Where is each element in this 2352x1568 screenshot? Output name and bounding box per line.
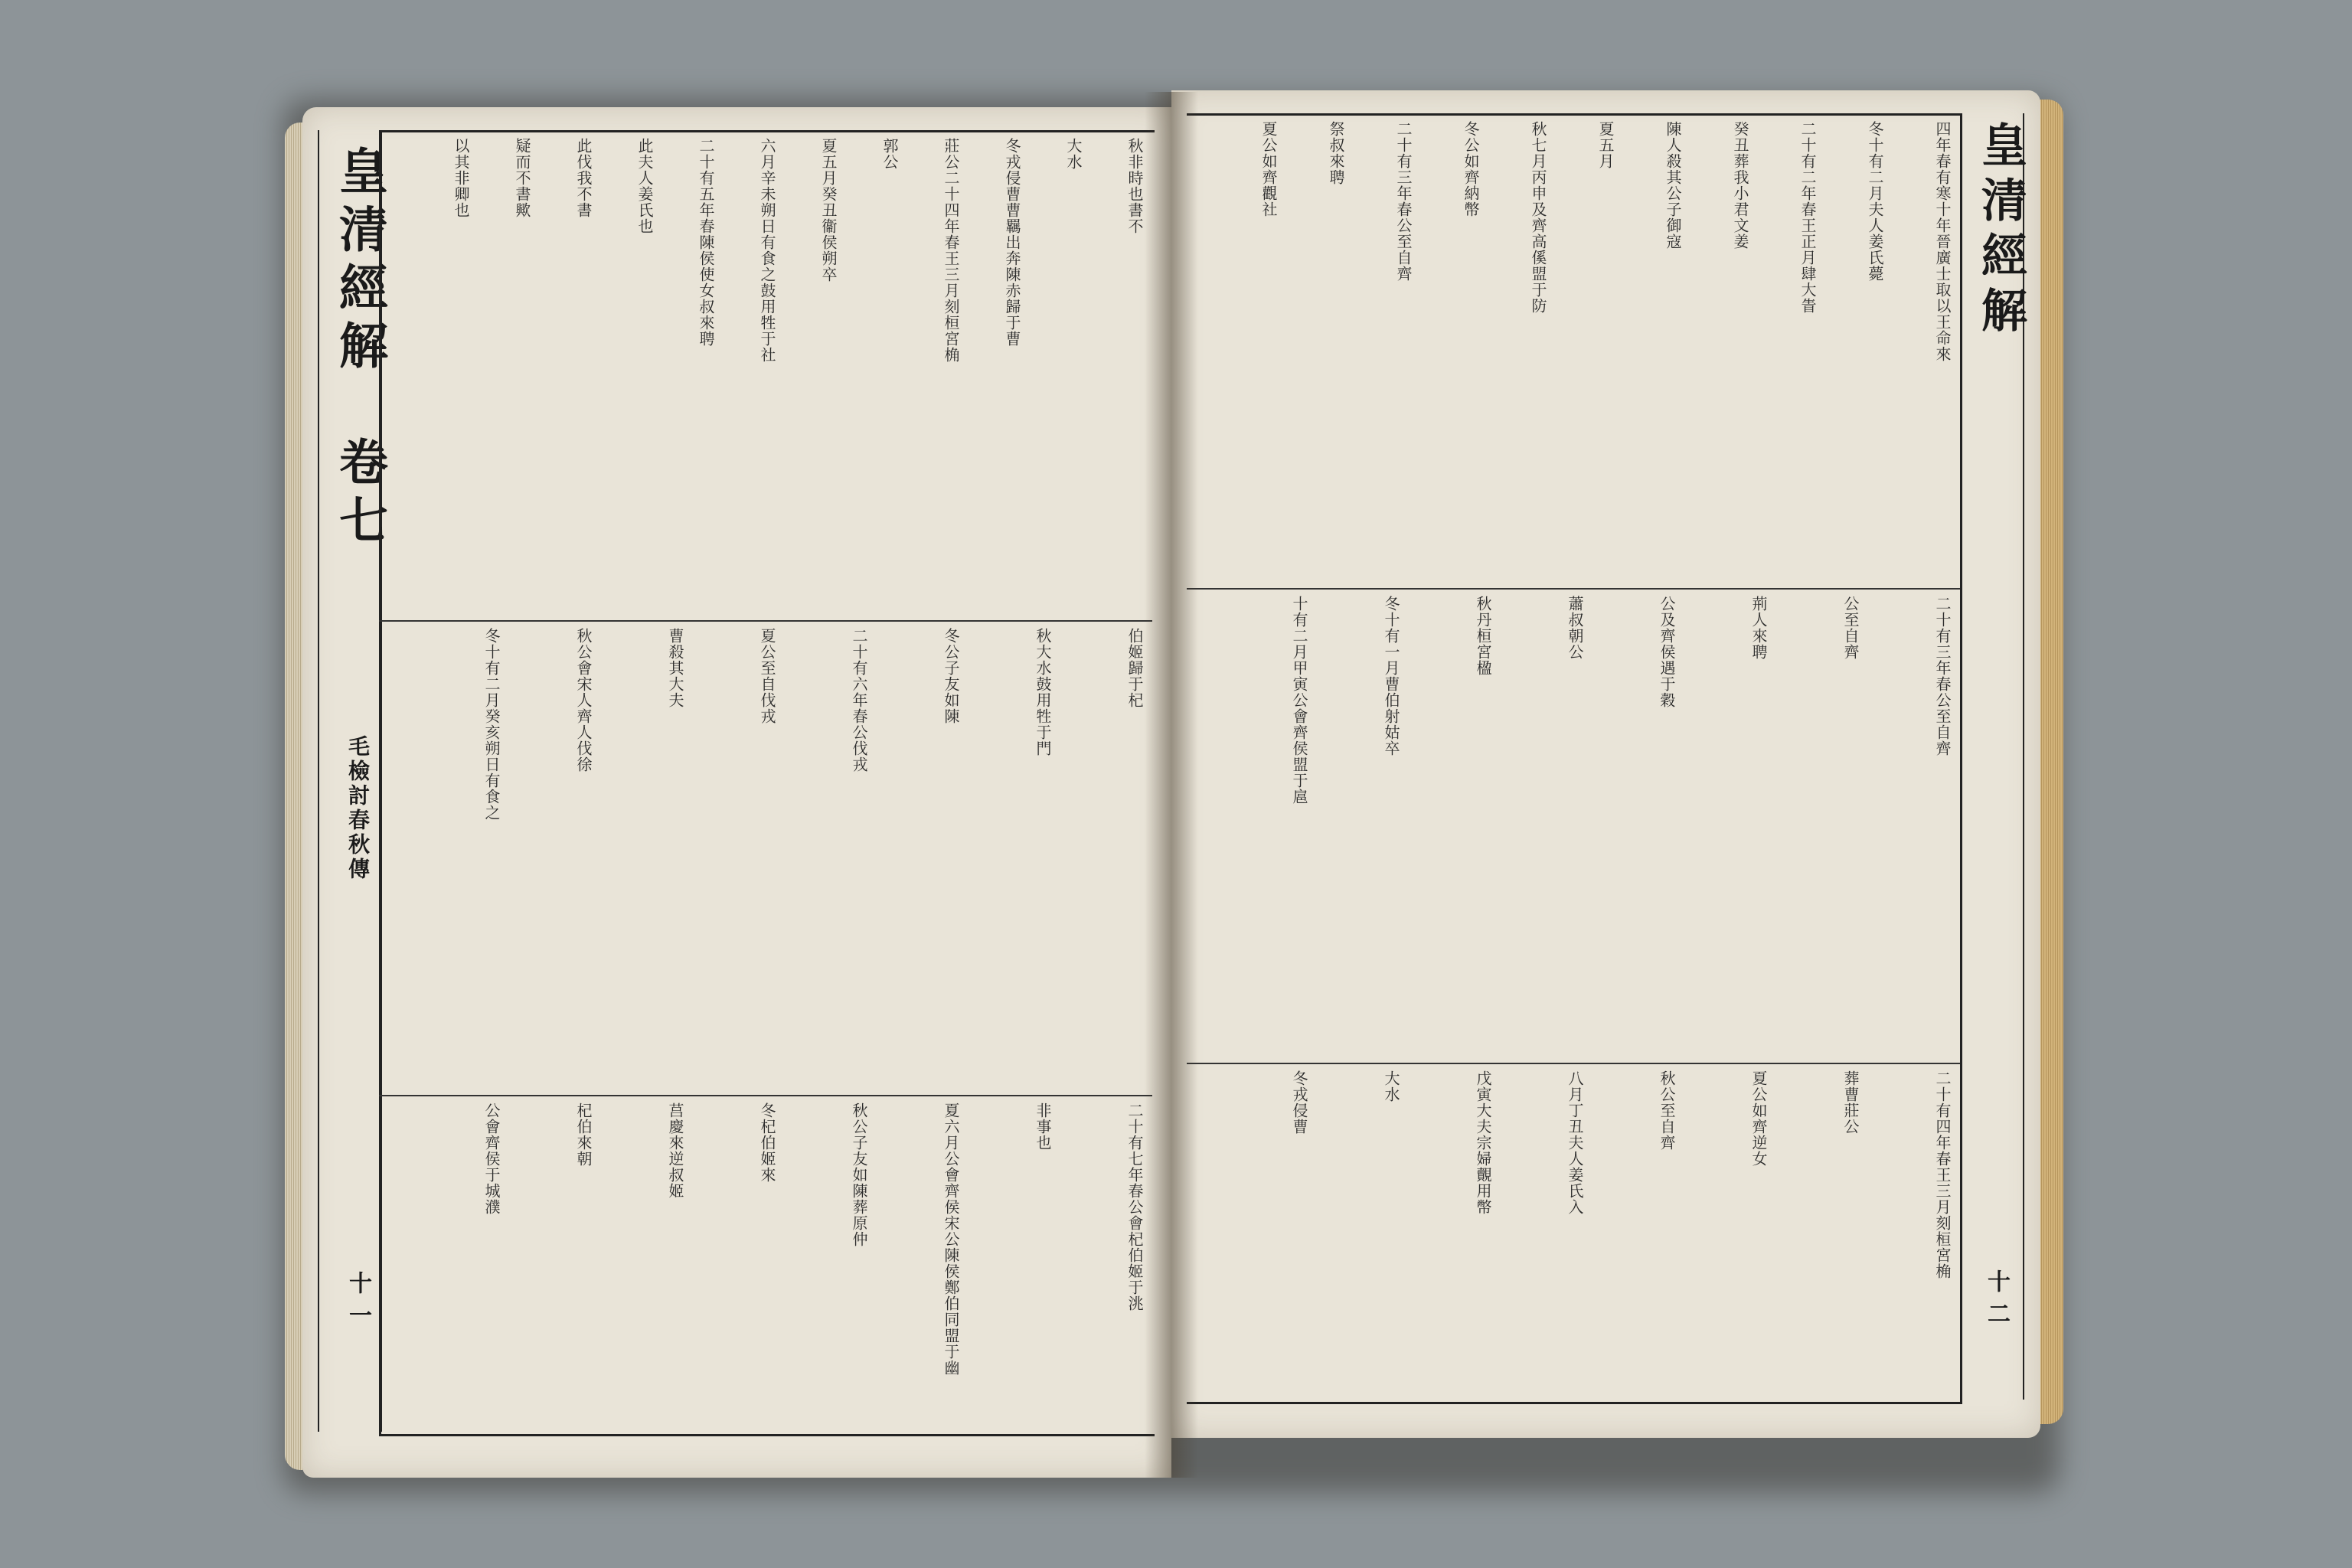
text-column: 蕭叔朝公 (1566, 596, 1584, 660)
text-column: 秋公會宋人齊人伐徐 (574, 628, 593, 773)
text-column: 陳人殺其公子御寇 (1664, 121, 1682, 250)
text-column: 二十有五年春陳侯使女叔來聘 (697, 138, 715, 347)
left-top-register (387, 138, 1145, 612)
text-column: 四年春有寒十年晉廣士取以王命來 (1933, 121, 1952, 362)
right-page-number: 十二 (1983, 1269, 2010, 1334)
text-column: 冬杞伯姬來 (758, 1102, 776, 1183)
text-column: 秋非時也書不 (1125, 138, 1144, 234)
right-page (1171, 90, 2040, 1438)
text-column: 以其非卿也 (452, 138, 470, 218)
text-column: 莊公二十四年春王三月刻桓宮桷 (942, 138, 960, 363)
left-register-divider-2 (379, 1095, 1152, 1096)
text-column: 夏公如齊逆女 (1749, 1070, 1768, 1167)
text-column: 夏公至自伐戎 (758, 628, 776, 724)
text-column: 夏五月 (1596, 121, 1615, 169)
text-column: 曹殺其大夫 (666, 628, 684, 708)
text-column: 二十有三年春公至自齊 (1394, 121, 1413, 282)
text-column: 冬十有二月夫人姜氏薨 (1866, 121, 1884, 282)
text-column: 冬戎侵曹曹羈出奔陳赤歸于曹 (1003, 138, 1021, 347)
text-column: 秋丹桓宮楹 (1474, 596, 1492, 676)
text-column: 大水 (1064, 138, 1083, 170)
text-column: 伯姬歸于杞 (1125, 628, 1144, 708)
right-book-title: 皇清經解 (1974, 121, 2027, 341)
text-column: 夏六月公會齊侯宋公陳侯鄭伯同盟于幽 (942, 1102, 960, 1376)
left-page (302, 107, 1171, 1478)
left-register-divider-1 (379, 620, 1152, 622)
right-middle-register (1194, 596, 1952, 1055)
text-column: 十有二月甲寅公會齊侯盟于扈 (1290, 596, 1308, 805)
left-page-number: 十一 (345, 1271, 371, 1335)
text-column: 秋公子友如陳葬原仲 (850, 1102, 868, 1247)
text-column: 荊人來聘 (1749, 596, 1768, 660)
text-column: 秋七月丙申及齊高傒盟于防 (1529, 121, 1547, 314)
text-column: 莒慶來逆叔姬 (666, 1102, 684, 1199)
text-column: 夏公如齊觀社 (1259, 121, 1278, 217)
text-column: 公至自齊 (1841, 596, 1860, 660)
left-chapter-subtitle: 毛檢討春秋傳 (345, 735, 371, 882)
text-column: 二十有六年春公伐戎 (850, 628, 868, 773)
text-column: 祭叔來聘 (1327, 121, 1345, 185)
right-register-divider-2 (1187, 1063, 1960, 1064)
text-column: 二十有七年春公會杞伯姬于洮 (1125, 1102, 1144, 1312)
text-column: 此伐我不書 (574, 138, 593, 218)
left-middle-register (387, 628, 1145, 1087)
text-column: 公會齊侯于城濮 (482, 1102, 501, 1215)
text-column: 冬戎侵曹 (1290, 1070, 1308, 1135)
text-column: 戊寅大夫宗婦覿用幣 (1474, 1070, 1492, 1215)
text-column: 冬十有一月曹伯射姑卒 (1382, 596, 1400, 756)
text-column: 冬十有二月癸亥朔日有食之 (482, 628, 501, 821)
text-column: 二十有二年春王正月肆大眚 (1798, 121, 1817, 314)
text-column: 杞伯來朝 (574, 1102, 593, 1167)
text-column: 冬公如齊納幣 (1462, 121, 1480, 217)
text-column: 郭公 (880, 138, 899, 170)
left-volume-label: 卷七 (331, 436, 388, 553)
text-column: 六月辛未朔日有食之鼓用牲于社 (758, 138, 776, 363)
text-column: 八月丁丑夫人姜氏入 (1566, 1070, 1584, 1215)
text-column: 二十有四年春王三月刻桓宮桷 (1933, 1070, 1952, 1279)
text-column: 大水 (1382, 1070, 1400, 1102)
text-column: 秋公至自齊 (1658, 1070, 1676, 1151)
text-column: 疑而不書歟 (513, 138, 531, 218)
text-column: 二十有三年春公至自齊 (1933, 596, 1952, 756)
right-top-register (1194, 121, 1952, 580)
right-bottom-register (1194, 1070, 1952, 1392)
left-bottom-register (387, 1102, 1145, 1424)
text-column: 此夫人姜氏也 (635, 138, 654, 234)
text-column: 冬公子友如陳 (942, 628, 960, 724)
text-column: 非事也 (1034, 1102, 1052, 1151)
text-column: 葬曹莊公 (1841, 1070, 1860, 1135)
text-column: 癸丑葬我小君文姜 (1731, 121, 1749, 250)
text-column: 夏五月癸丑衞侯朔卒 (819, 138, 838, 283)
text-column: 秋大水鼓用牲于門 (1034, 628, 1052, 756)
left-book-title: 皇清經解 (331, 145, 388, 378)
book-gutter-shadow (1145, 92, 1198, 1478)
text-column: 公及齊侯遇于穀 (1658, 596, 1676, 708)
right-register-divider-1 (1187, 588, 1960, 590)
